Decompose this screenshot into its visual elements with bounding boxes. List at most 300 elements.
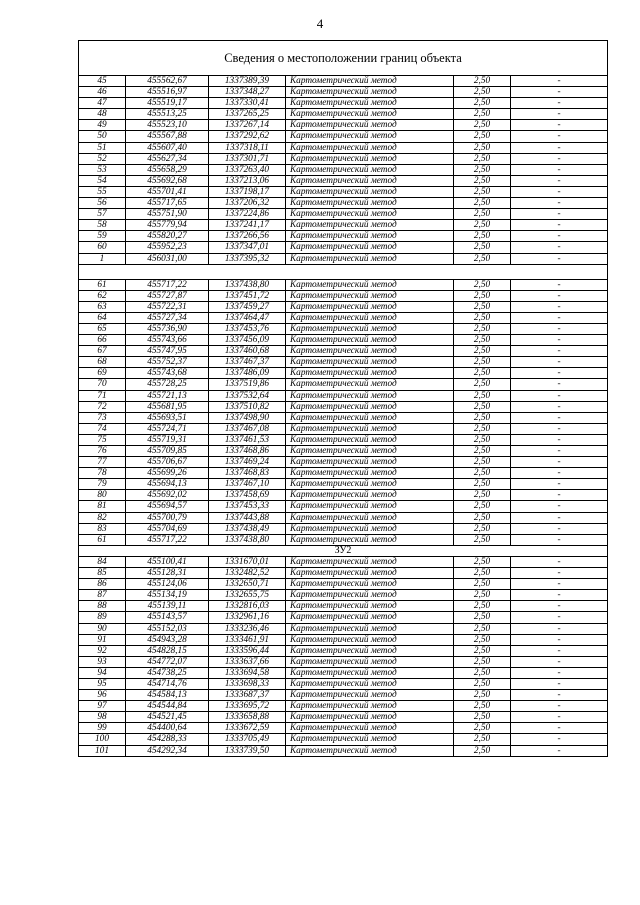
- coord-y: 1337464,47: [209, 312, 286, 323]
- dash-cell: -: [511, 667, 608, 678]
- table-row: [79, 175, 608, 186]
- coord-x: 455523,10: [126, 120, 209, 131]
- precision-cell: 2,50: [454, 401, 511, 412]
- method-cell: Картометрический метод: [286, 645, 454, 656]
- table-row: [79, 745, 608, 756]
- point-number: 47: [79, 98, 126, 109]
- coordinates-table-frame: [78, 40, 608, 757]
- coord-x: 455717,22: [126, 279, 209, 290]
- precision-cell: 2,50: [454, 120, 511, 131]
- dash-cell: -: [511, 379, 608, 390]
- point-number: 96: [79, 690, 126, 701]
- precision-cell: 2,50: [454, 98, 511, 109]
- point-number: 91: [79, 634, 126, 645]
- coord-x: 455128,31: [126, 568, 209, 579]
- precision-cell: 2,50: [454, 379, 511, 390]
- table-row: [79, 623, 608, 634]
- precision-cell: 2,50: [454, 512, 511, 523]
- dash-cell: -: [511, 87, 608, 98]
- coord-x: 455681,95: [126, 401, 209, 412]
- point-number: 80: [79, 490, 126, 501]
- point-number: 49: [79, 120, 126, 131]
- precision-cell: 2,50: [454, 457, 511, 468]
- precision-cell: 2,50: [454, 346, 511, 357]
- table-row: [79, 209, 608, 220]
- method-cell: Картометрический метод: [286, 446, 454, 457]
- point-number: 92: [79, 645, 126, 656]
- method-cell: Картометрический метод: [286, 209, 454, 220]
- precision-cell: 2,50: [454, 745, 511, 756]
- point-number: 98: [79, 712, 126, 723]
- coord-y: 1337532,64: [209, 390, 286, 401]
- dash-cell: -: [511, 98, 608, 109]
- precision-cell: 2,50: [454, 198, 511, 209]
- precision-cell: 2,50: [454, 301, 511, 312]
- point-number: 82: [79, 512, 126, 523]
- coord-y: 1337438,80: [209, 534, 286, 545]
- coord-y: 1337224,86: [209, 209, 286, 220]
- precision-cell: 2,50: [454, 87, 511, 98]
- coord-y: 1333698,33: [209, 678, 286, 689]
- coord-x: 455567,88: [126, 131, 209, 142]
- method-cell: Картометрический метод: [286, 379, 454, 390]
- precision-cell: 2,50: [454, 220, 511, 231]
- coord-y: 1337461,53: [209, 434, 286, 445]
- method-cell: Картометрический метод: [286, 198, 454, 209]
- table-row: [79, 368, 608, 379]
- coord-x: 455751,90: [126, 209, 209, 220]
- coord-y: 1337263,40: [209, 164, 286, 175]
- table-row: [79, 590, 608, 601]
- coord-y: 1337318,11: [209, 142, 286, 153]
- table-row: [79, 198, 608, 209]
- table-row: [79, 534, 608, 545]
- precision-cell: 2,50: [454, 579, 511, 590]
- coord-y: 1332655,75: [209, 590, 286, 601]
- dash-cell: -: [511, 678, 608, 689]
- precision-cell: 2,50: [454, 534, 511, 545]
- dash-cell: -: [511, 623, 608, 634]
- method-cell: Картометрический метод: [286, 279, 454, 290]
- precision-cell: 2,50: [454, 357, 511, 368]
- dash-cell: -: [511, 323, 608, 334]
- coord-y: 1333236,46: [209, 623, 286, 634]
- coord-y: 1333461,91: [209, 634, 286, 645]
- point-number: 89: [79, 612, 126, 623]
- method-cell: Картометрический метод: [286, 656, 454, 667]
- coord-x: 455724,71: [126, 423, 209, 434]
- precision-cell: 2,50: [454, 175, 511, 186]
- precision-cell: 2,50: [454, 656, 511, 667]
- method-cell: Картометрический метод: [286, 301, 454, 312]
- precision-cell: 2,50: [454, 501, 511, 512]
- point-number: 45: [79, 76, 126, 87]
- precision-cell: 2,50: [454, 446, 511, 457]
- coord-x: 455699,26: [126, 468, 209, 479]
- point-number: 86: [79, 579, 126, 590]
- point-number: 75: [79, 434, 126, 445]
- coord-y: 1337347,01: [209, 242, 286, 253]
- table-row: [79, 301, 608, 312]
- coord-y: 1337206,32: [209, 198, 286, 209]
- dash-cell: -: [511, 109, 608, 120]
- precision-cell: 2,50: [454, 723, 511, 734]
- dash-cell: -: [511, 412, 608, 423]
- coord-x: 454288,33: [126, 734, 209, 745]
- point-number: 52: [79, 153, 126, 164]
- table-row: [79, 153, 608, 164]
- coord-y: 1333694,58: [209, 667, 286, 678]
- precision-cell: 2,50: [454, 323, 511, 334]
- coord-x: 455701,41: [126, 186, 209, 197]
- coord-x: 455607,40: [126, 142, 209, 153]
- method-cell: Картометрический метод: [286, 468, 454, 479]
- dash-cell: -: [511, 468, 608, 479]
- precision-cell: 2,50: [454, 231, 511, 242]
- coord-x: 454544,84: [126, 701, 209, 712]
- method-cell: Картометрический метод: [286, 401, 454, 412]
- method-cell: Картометрический метод: [286, 231, 454, 242]
- precision-cell: 2,50: [454, 601, 511, 612]
- dash-cell: -: [511, 142, 608, 153]
- point-number: 90: [79, 623, 126, 634]
- method-cell: Картометрический метод: [286, 412, 454, 423]
- section-header-row: [79, 545, 608, 556]
- dash-cell: -: [511, 501, 608, 512]
- method-cell: Картометрический метод: [286, 242, 454, 253]
- table-row: [79, 290, 608, 301]
- coord-y: 1333596,44: [209, 645, 286, 656]
- coord-x: 455694,57: [126, 501, 209, 512]
- coord-y: 1332961,16: [209, 612, 286, 623]
- method-cell: Картометрический метод: [286, 623, 454, 634]
- precision-cell: 2,50: [454, 712, 511, 723]
- point-number: 78: [79, 468, 126, 479]
- coord-x: 454714,76: [126, 678, 209, 689]
- coord-y: 1337469,24: [209, 457, 286, 468]
- coord-x: 455124,06: [126, 579, 209, 590]
- table-row: [79, 723, 608, 734]
- method-cell: Картометрический метод: [286, 220, 454, 231]
- dash-cell: -: [511, 523, 608, 534]
- precision-cell: 2,50: [454, 667, 511, 678]
- coord-x: 455700,79: [126, 512, 209, 523]
- precision-cell: 2,50: [454, 556, 511, 567]
- table-row: [79, 109, 608, 120]
- table-row: [79, 690, 608, 701]
- coord-x: 455152,03: [126, 623, 209, 634]
- coord-x: 455627,34: [126, 153, 209, 164]
- coord-y: 1337460,68: [209, 346, 286, 357]
- dash-cell: -: [511, 220, 608, 231]
- method-cell: Картометрический метод: [286, 120, 454, 131]
- method-cell: Картометрический метод: [286, 87, 454, 98]
- coord-y: 1333695,72: [209, 701, 286, 712]
- precision-cell: 2,50: [454, 678, 511, 689]
- point-number: 70: [79, 379, 126, 390]
- precision-cell: 2,50: [454, 645, 511, 656]
- table-row: [79, 253, 608, 264]
- method-cell: Картометрический метод: [286, 579, 454, 590]
- method-cell: Картометрический метод: [286, 186, 454, 197]
- coord-y: 1337498,90: [209, 412, 286, 423]
- coord-y: 1337213,06: [209, 175, 286, 186]
- table-row: [79, 76, 608, 87]
- coord-y: 1332482,52: [209, 568, 286, 579]
- coord-x: 455752,37: [126, 357, 209, 368]
- coord-x: 455704,69: [126, 523, 209, 534]
- dash-cell: -: [511, 131, 608, 142]
- coord-y: 1337265,25: [209, 109, 286, 120]
- dash-cell: -: [511, 601, 608, 612]
- coord-y: 1337510,82: [209, 401, 286, 412]
- table-row: [79, 423, 608, 434]
- dash-cell: -: [511, 368, 608, 379]
- dash-cell: -: [511, 390, 608, 401]
- coord-x: 454828,15: [126, 645, 209, 656]
- method-cell: Картометрический метод: [286, 723, 454, 734]
- method-cell: Картометрический метод: [286, 479, 454, 490]
- coord-y: 1337438,80: [209, 279, 286, 290]
- precision-cell: 2,50: [454, 253, 511, 264]
- coord-y: 1337519,86: [209, 379, 286, 390]
- precision-cell: 2,50: [454, 290, 511, 301]
- dash-cell: -: [511, 745, 608, 756]
- dash-cell: -: [511, 175, 608, 186]
- table-row: [79, 412, 608, 423]
- dash-cell: -: [511, 579, 608, 590]
- point-number: 100: [79, 734, 126, 745]
- coord-x: 455143,57: [126, 612, 209, 623]
- dash-cell: -: [511, 690, 608, 701]
- coord-y: 1337459,27: [209, 301, 286, 312]
- precision-cell: 2,50: [454, 186, 511, 197]
- dash-cell: -: [511, 446, 608, 457]
- coord-x: 455516,97: [126, 87, 209, 98]
- point-number: 83: [79, 523, 126, 534]
- table-row: [79, 346, 608, 357]
- point-number: 94: [79, 667, 126, 678]
- coord-y: 1337330,41: [209, 98, 286, 109]
- precision-cell: 2,50: [454, 734, 511, 745]
- precision-cell: 2,50: [454, 701, 511, 712]
- table-row: [79, 579, 608, 590]
- coord-y: 1337468,83: [209, 468, 286, 479]
- table-row: [79, 390, 608, 401]
- coord-x: 455100,41: [126, 556, 209, 567]
- table-row: [79, 401, 608, 412]
- dash-cell: -: [511, 490, 608, 501]
- point-number: 57: [79, 209, 126, 220]
- table-row: [79, 634, 608, 645]
- table-title: Сведения о местоположении границ объекта: [78, 40, 608, 75]
- point-number: 1: [79, 253, 126, 264]
- method-cell: Картометрический метод: [286, 678, 454, 689]
- table-row: [79, 678, 608, 689]
- coord-y: 1333705,49: [209, 734, 286, 745]
- point-number: 67: [79, 346, 126, 357]
- coord-x: 456031,00: [126, 253, 209, 264]
- point-number: 84: [79, 556, 126, 567]
- point-number: 85: [79, 568, 126, 579]
- table-row: [79, 357, 608, 368]
- point-number: 48: [79, 109, 126, 120]
- method-cell: Картометрический метод: [286, 109, 454, 120]
- table-row: [79, 667, 608, 678]
- point-number: 65: [79, 323, 126, 334]
- coord-x: 455513,25: [126, 109, 209, 120]
- method-cell: Картометрический метод: [286, 634, 454, 645]
- precision-cell: 2,50: [454, 279, 511, 290]
- point-number: 63: [79, 301, 126, 312]
- coord-x: 455728,25: [126, 379, 209, 390]
- dash-cell: -: [511, 290, 608, 301]
- precision-cell: 2,50: [454, 312, 511, 323]
- point-number: 88: [79, 601, 126, 612]
- point-number: 79: [79, 479, 126, 490]
- dash-cell: -: [511, 701, 608, 712]
- coord-x: 455693,51: [126, 412, 209, 423]
- dash-cell: -: [511, 301, 608, 312]
- method-cell: Картометрический метод: [286, 568, 454, 579]
- precision-cell: 2,50: [454, 142, 511, 153]
- point-number: 77: [79, 457, 126, 468]
- method-cell: Картометрический метод: [286, 98, 454, 109]
- precision-cell: 2,50: [454, 523, 511, 534]
- coordinates-table: [78, 75, 608, 757]
- coord-y: 1337453,33: [209, 501, 286, 512]
- table-row: [79, 556, 608, 567]
- method-cell: Картометрический метод: [286, 290, 454, 301]
- method-cell: Картометрический метод: [286, 346, 454, 357]
- precision-cell: 2,50: [454, 209, 511, 220]
- coord-y: 1337267,14: [209, 120, 286, 131]
- point-number: 58: [79, 220, 126, 231]
- coord-x: 455139,11: [126, 601, 209, 612]
- precision-cell: 2,50: [454, 690, 511, 701]
- coord-x: 455134,19: [126, 590, 209, 601]
- method-cell: Картометрический метод: [286, 457, 454, 468]
- coord-y: 1333739,50: [209, 745, 286, 756]
- method-cell: Картометрический метод: [286, 501, 454, 512]
- method-cell: Картометрический метод: [286, 512, 454, 523]
- table-row: [79, 457, 608, 468]
- coord-x: 454772,07: [126, 656, 209, 667]
- coord-y: 1337292,62: [209, 131, 286, 142]
- coord-y: 1337266,56: [209, 231, 286, 242]
- coord-x: 455692,02: [126, 490, 209, 501]
- dash-cell: -: [511, 231, 608, 242]
- method-cell: Картометрический метод: [286, 357, 454, 368]
- coord-x: 455694,13: [126, 479, 209, 490]
- table-row: [79, 479, 608, 490]
- dash-cell: -: [511, 209, 608, 220]
- dash-cell: -: [511, 512, 608, 523]
- table-row: [79, 645, 608, 656]
- point-number: 62: [79, 290, 126, 301]
- point-number: 64: [79, 312, 126, 323]
- coord-y: 1337389,39: [209, 76, 286, 87]
- table-row: [79, 87, 608, 98]
- coord-x: 455717,22: [126, 534, 209, 545]
- table-row: [79, 312, 608, 323]
- point-number: 74: [79, 423, 126, 434]
- point-number: 95: [79, 678, 126, 689]
- dash-cell: -: [511, 712, 608, 723]
- dash-cell: -: [511, 335, 608, 346]
- dash-cell: -: [511, 723, 608, 734]
- table-row: [79, 512, 608, 523]
- method-cell: Картометрический метод: [286, 601, 454, 612]
- precision-cell: 2,50: [454, 164, 511, 175]
- coord-y: 1337458,69: [209, 490, 286, 501]
- precision-cell: 2,50: [454, 468, 511, 479]
- method-cell: Картометрический метод: [286, 667, 454, 678]
- precision-cell: 2,50: [454, 335, 511, 346]
- method-cell: Картометрический метод: [286, 312, 454, 323]
- coord-y: 1333672,59: [209, 723, 286, 734]
- method-cell: Картометрический метод: [286, 323, 454, 334]
- coord-x: 454943,28: [126, 634, 209, 645]
- table-row: [79, 712, 608, 723]
- table-row: [79, 120, 608, 131]
- table-row: [79, 231, 608, 242]
- dash-cell: -: [511, 186, 608, 197]
- coord-x: 455743,68: [126, 368, 209, 379]
- precision-cell: 2,50: [454, 623, 511, 634]
- coord-x: 455722,31: [126, 301, 209, 312]
- coord-x: 455727,87: [126, 290, 209, 301]
- method-cell: Картометрический метод: [286, 690, 454, 701]
- coord-x: 455719,31: [126, 434, 209, 445]
- table-row: [79, 164, 608, 175]
- method-cell: Картометрический метод: [286, 490, 454, 501]
- coord-y: 1337467,08: [209, 423, 286, 434]
- dash-cell: -: [511, 612, 608, 623]
- method-cell: Картометрический метод: [286, 734, 454, 745]
- precision-cell: 2,50: [454, 153, 511, 164]
- table-row: [79, 379, 608, 390]
- method-cell: Картометрический метод: [286, 335, 454, 346]
- method-cell: Картометрический метод: [286, 523, 454, 534]
- precision-cell: 2,50: [454, 390, 511, 401]
- dash-cell: -: [511, 76, 608, 87]
- table-row: [79, 279, 608, 290]
- precision-cell: 2,50: [454, 590, 511, 601]
- point-number: 66: [79, 335, 126, 346]
- dash-cell: -: [511, 457, 608, 468]
- dash-cell: -: [511, 198, 608, 209]
- dash-cell: -: [511, 434, 608, 445]
- coord-y: 1333637,66: [209, 656, 286, 667]
- separator-cell: [79, 264, 608, 279]
- coord-x: 455747,95: [126, 346, 209, 357]
- coord-y: 1337467,37: [209, 357, 286, 368]
- section-label: ЗУ2: [79, 545, 608, 556]
- precision-cell: 2,50: [454, 612, 511, 623]
- table-row: [79, 501, 608, 512]
- point-number: 46: [79, 87, 126, 98]
- dash-cell: -: [511, 253, 608, 264]
- table-row: [79, 131, 608, 142]
- method-cell: Картометрический метод: [286, 368, 454, 379]
- coord-y: 1337486,09: [209, 368, 286, 379]
- method-cell: Картометрический метод: [286, 534, 454, 545]
- coord-x: 455727,34: [126, 312, 209, 323]
- precision-cell: 2,50: [454, 423, 511, 434]
- precision-cell: 2,50: [454, 412, 511, 423]
- method-cell: Картометрический метод: [286, 701, 454, 712]
